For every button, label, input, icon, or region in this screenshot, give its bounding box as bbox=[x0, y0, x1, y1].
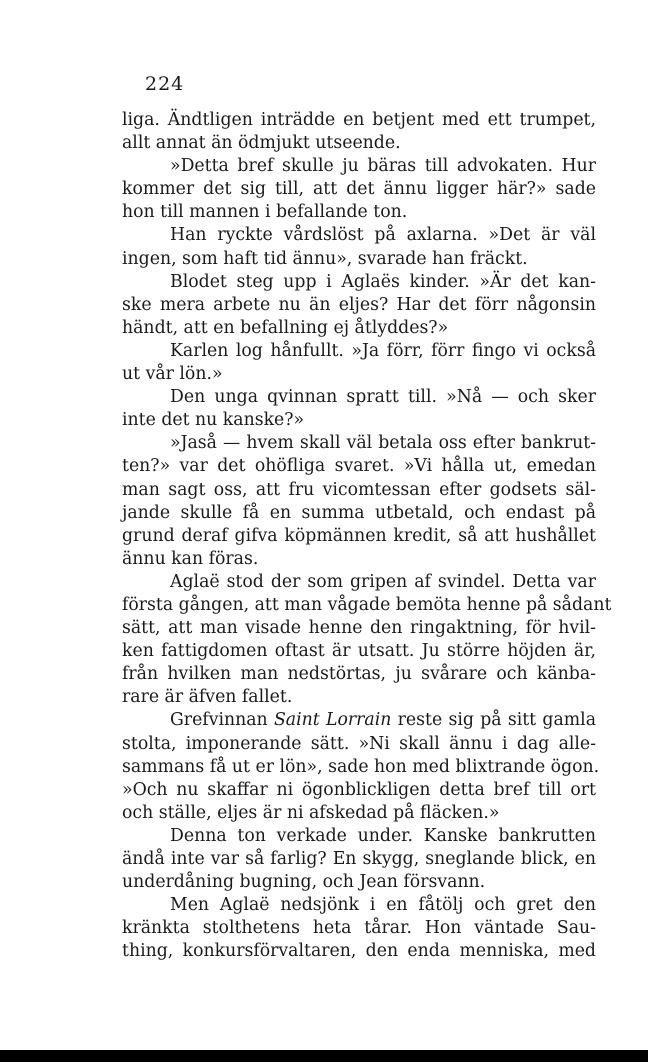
text-line: stolta, imponerande sätt. »Ni skall ännu i dag alle- bbox=[122, 733, 596, 754]
italic-name: Saint Lorrain bbox=[273, 710, 392, 731]
body-text bbox=[122, 109, 612, 963]
scan-edge-bar bbox=[0, 1050, 648, 1062]
text-line: första gången, att man vågade bemöta henne på sådant bbox=[122, 594, 612, 615]
text-line-italic bbox=[122, 709, 596, 732]
text-line: från hvilken man nedstörtas, ju svårare och känba- bbox=[122, 664, 596, 685]
text-line: ännu kan föras. bbox=[122, 548, 259, 569]
text-line: thing, konkursförvaltaren, den enda menniska, med bbox=[122, 941, 596, 962]
text-line: Den unga qvinnan spratt till. »Nå — och sker bbox=[170, 387, 596, 408]
text-line: allt annat än ödmjukt utseende. bbox=[122, 133, 401, 154]
italic-line-before: Grefvinnan bbox=[170, 710, 274, 731]
text-line: man sagt oss, att fru vicomtessan efter godsets säl- bbox=[122, 479, 596, 500]
text-line: ingen, som haft tid ännu», svarade han fräckt. bbox=[122, 248, 528, 269]
text-line: Karlen log hånfullt. »Ja förr, förr fingo vi också bbox=[170, 340, 596, 361]
text-line: kränkta stolthetens heta tårar. Hon väntade Sau- bbox=[122, 918, 596, 939]
text-line: sammans få ut er lön», sade hon med blixtrande ögon. bbox=[122, 756, 600, 777]
text-line: grund deraf gifva köpmännen kredit, så att hushållet bbox=[122, 525, 596, 546]
italic-line-after: reste sig på sitt gamla bbox=[391, 710, 596, 731]
text-line: »Detta bref skulle ju bäras till advokaten. Hur bbox=[170, 156, 596, 177]
text-line: händt, att en befallning ej åtlyddes?» bbox=[122, 317, 449, 338]
text-line: »Och nu skaffar ni ögonblickligen detta bref till ort bbox=[122, 779, 596, 800]
paragraphs-after bbox=[122, 733, 600, 964]
text-line: Men Aglaë nedsjönk i en fåtölj och gret den bbox=[170, 895, 596, 916]
text-line: jande skulle få en summa utbetald, och endast på bbox=[122, 502, 596, 523]
text-line: ken fattigdomen oftast är utsatt. Ju större höjden är, bbox=[122, 641, 596, 662]
text-line: kommer det sig till, att det ännu ligger här?» sade bbox=[122, 179, 596, 200]
text-line: »Jaså — hvem skall väl betala oss efter bankrut- bbox=[170, 433, 596, 454]
paragraphs-before bbox=[122, 109, 612, 709]
text-line: sätt, att man visade henne den ringaktning, för hvil- bbox=[122, 618, 596, 639]
text-line: underdåning bugning, och Jean försvann. bbox=[122, 872, 486, 893]
text-line: rare är äfven fallet. bbox=[122, 687, 293, 708]
text-line: inte det nu kanske?» bbox=[122, 410, 305, 431]
text-line: Denna ton verkade under. Kanske bankrutten bbox=[170, 825, 596, 846]
text-line: hon till mannen i befallande ton. bbox=[122, 202, 408, 223]
text-line: Aglaë stod der som gripen af svindel. Detta var bbox=[170, 571, 596, 592]
text-line: ten?» var det ohöfliga svaret. »Vi hålla ut, emedan bbox=[122, 456, 596, 477]
text-line: och ställe, eljes är ni afskedad på fläcken.» bbox=[122, 802, 500, 823]
text-line: ut vår lön.» bbox=[122, 364, 223, 385]
text-line: ske mera arbete nu än eljes? Har det förr någonsin bbox=[122, 294, 596, 315]
text-line: liga. Ändtligen inträdde en betjent med ett trumpet, bbox=[122, 110, 596, 130]
text-line: Blodet steg upp i Aglaës kinder. »Är det kan- bbox=[170, 271, 596, 292]
text-line: Han ryckte vårdslöst på axlarna. »Det är väl bbox=[170, 225, 596, 246]
text-line: ändå inte var så farlig? En skygg, sneglande blick, en bbox=[122, 849, 596, 869]
page-number: 224 bbox=[145, 73, 185, 95]
